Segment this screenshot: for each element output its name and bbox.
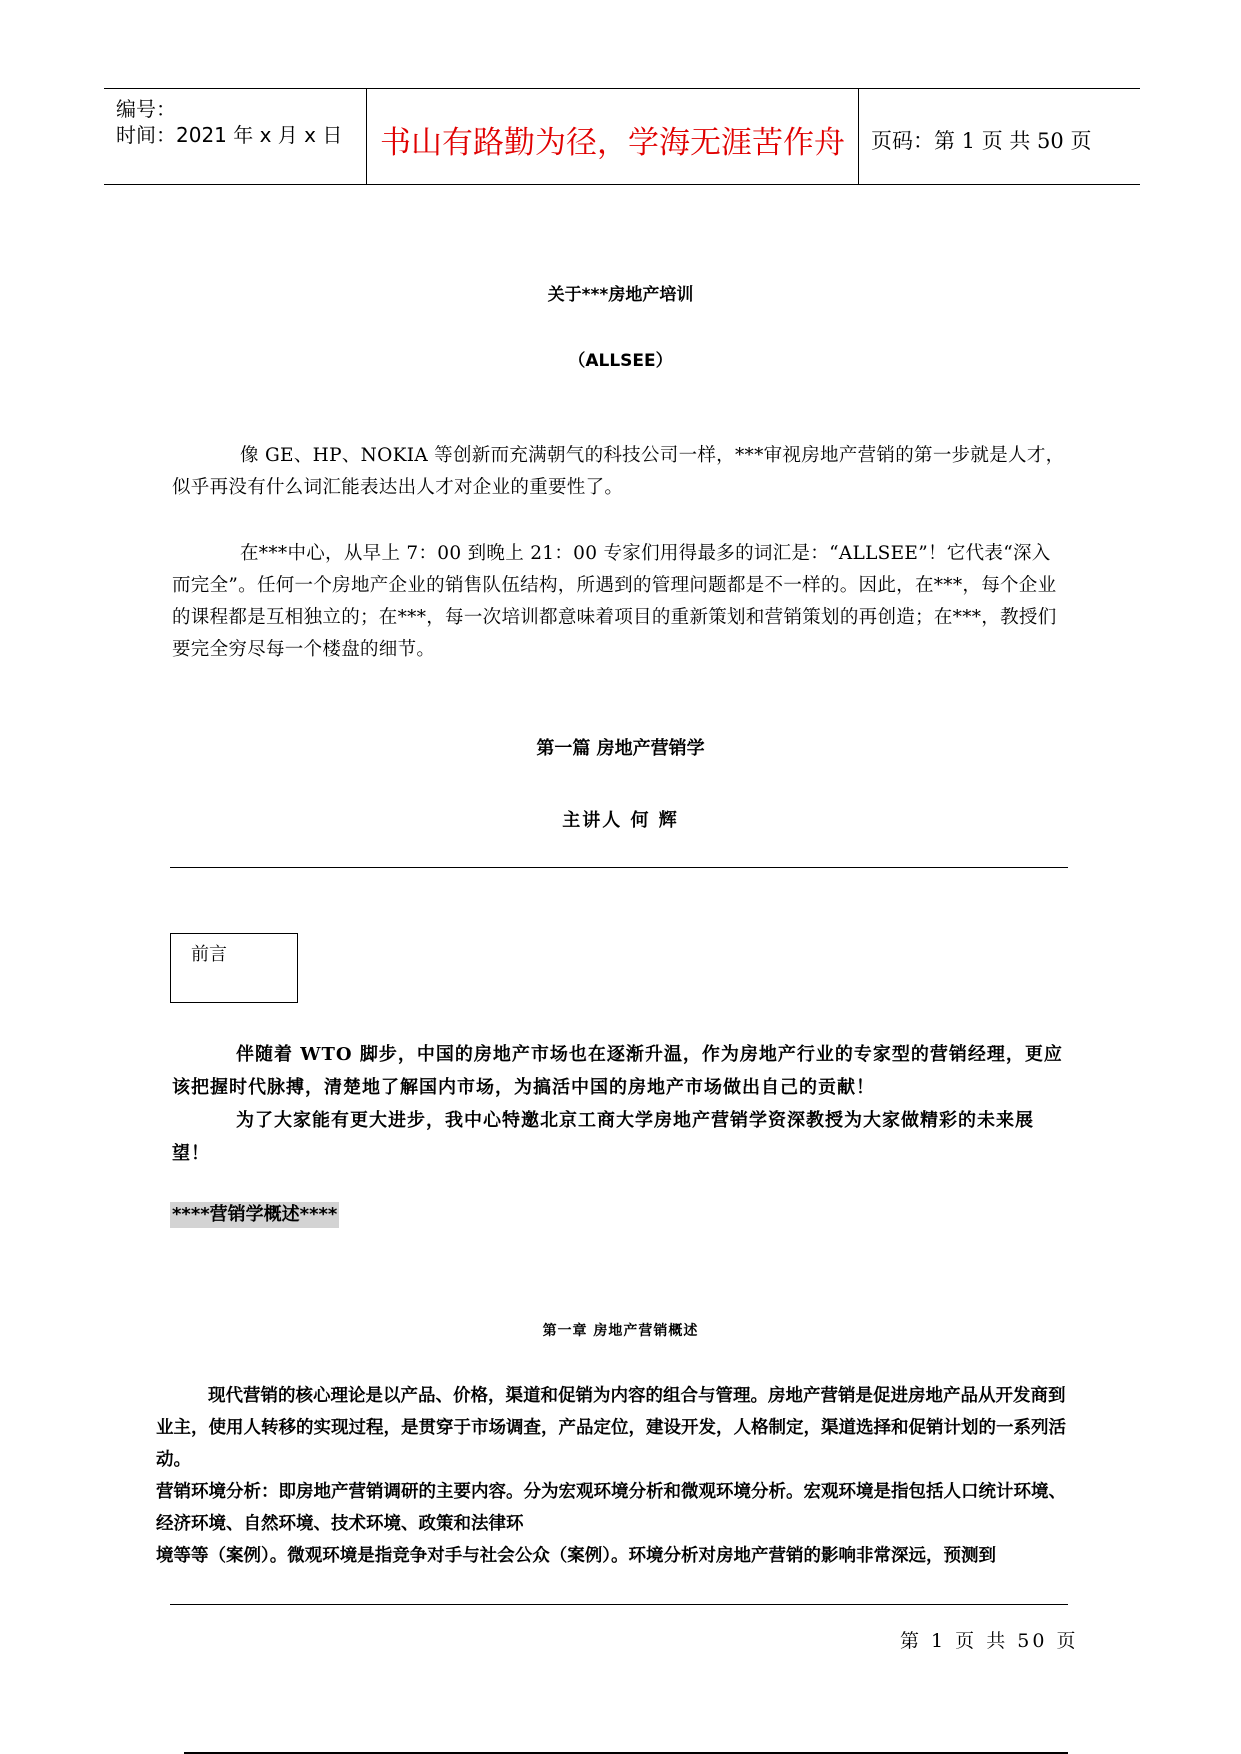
intro-paragraph-2: 在***中心，从早上 7：00 到晚上 21：00 专家们用得最多的词汇是：“ALLSEE”！它代表“深入而完全”。任何一个房地产企业的销售队伍结构，所遇到的管理问题都是不一样的。因此，在***，每个企业的课程都是互相独立的；在***，每一次培训都意味着项目的重新策划和营销策划的再创造；在***，教授们要完全穷尽每一个楼盘的细节。 — [172, 543, 1057, 660]
part-title: 第一篇 房地产营销学 — [536, 738, 705, 759]
preface-paragraph-2: 为了大家能有更大进步，我中心特邀北京工商大学房地产营销学资深教授为大家做精彩的未来展望！ — [172, 1110, 1034, 1164]
header-motto: 书山有路勤为径，学海无涯苦作舟 — [380, 125, 845, 161]
header-info-cell — [104, 89, 366, 184]
header-table — [104, 88, 1140, 185]
preface-paragraph-1: 伴随着 WTO 脚步，中国的房地产市场也在逐渐升温，作为房地产行业的专家型的营销经理，更应该把握时代脉搏，清楚地了解国内市场，为搞活中国的房地产市场做出自己的贡献！ — [172, 1044, 1063, 1098]
document-subtitle: （ALLSEE） — [568, 351, 673, 371]
document-title: 关于***房地产培训 — [547, 285, 694, 305]
header-page-info: 页码：第 1 页 共 50 页 — [871, 129, 1092, 153]
lecturer: 主讲人 何 辉 — [562, 810, 679, 831]
preface-box — [170, 933, 298, 1003]
footer-page-number: 第 1 页 共 50 页 — [900, 1630, 1079, 1652]
document-time: 时间：2021 年 x 月 x 日 — [116, 123, 343, 147]
body-paragraph-1: 现代营销的核心理论是以产品、价格，渠道和促销为内容的组合与管理。房地产营销是促进房地产品从开发商到业主，使用人转移的实现过程，是贯穿于市场调查，产品定位，建设开发，人格制定，渠道选择和促销计划的一系列活动。 — [156, 1386, 1066, 1470]
chapter-title: 第一章 房地产营销概述 — [542, 1323, 699, 1339]
body-paragraph-2 — [156, 1476, 1070, 1572]
highlighted-section-heading: ****营销学概述**** — [170, 1202, 339, 1228]
divider-footer — [170, 1604, 1068, 1605]
header-page-cell — [859, 89, 1140, 184]
header-motto-cell — [366, 89, 859, 184]
preface-label: 前言 — [191, 944, 227, 965]
document-number-label: 编号： — [116, 97, 176, 121]
intro-paragraph-1: 像 GE、HP、NOKIA 等创新而充满朝气的科技公司一样，***审视房地产营销的第一步就是人才，似乎再没有什么词汇能表达出人才对企业的重要性了。 — [172, 445, 1065, 498]
body-paragraph-2-line-2: 境等等（案例）。微观环境是指竞争对手与社会公众（案例）。环境分析对房地产营销的影响非常深远，预测到 — [156, 1546, 996, 1566]
divider-top — [170, 867, 1068, 868]
body-paragraph-2-line-1: 营销环境分析：即房地产营销调研的主要内容。分为宏观环境分析和微观环境分析。宏观环境是指包括人口统计环境、经济环境、自然环境、技术环境、政策和法律环 — [156, 1482, 1066, 1534]
